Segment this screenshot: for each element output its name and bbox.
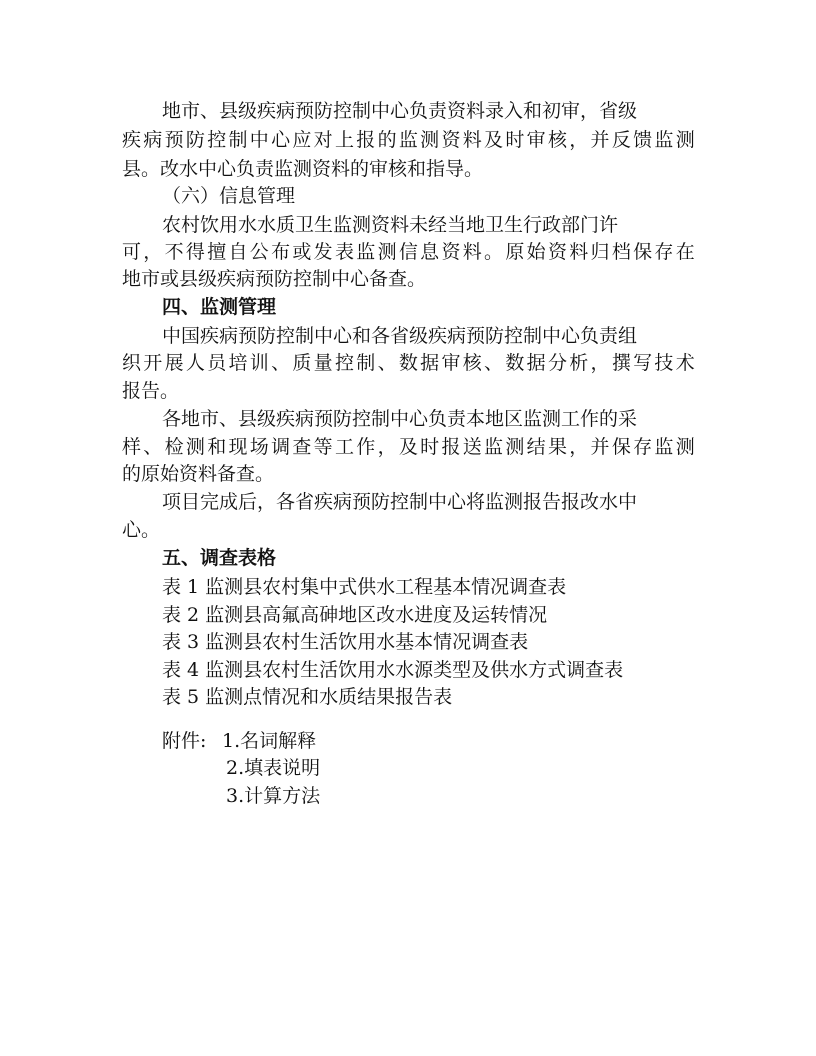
paragraph-1-line-1: 地市、县级疾病预防控制中心负责资料录入和初审，省级 <box>162 100 638 122</box>
appendix-item-1: 1.名词解释 <box>222 730 317 752</box>
paragraph-2-line-3: 地市或县级疾病预防控制中心备查。 <box>122 268 427 290</box>
table-list-item-1: 表 1 监测县农村集中式供水工程基本情况调查表 <box>162 576 567 598</box>
paragraph-4-line-2: 样 、 检 测 和 现 场 调 查 等 工 作 ， 及 时 报 送 监 测 结 果 ， 并 保 存 监 测 <box>122 436 695 458</box>
section-heading-monitoring-management: 四、监测管理 <box>162 296 277 318</box>
table-list-item-2: 表 2 监测县高氟高砷地区改水进度及运转情况 <box>162 604 548 626</box>
table-list-item-5: 表 5 监测点情况和水质结果报告表 <box>162 686 453 708</box>
paragraph-1-line-2: 疾 病 预 防 控 制 中 心 应 对 上 报 的 监 测 资 料 及 时 审 核 ， 并 反 馈 监 测 <box>122 129 695 151</box>
appendix-item-3: 3.计算方法 <box>226 785 321 807</box>
paragraph-3-line-2: 织 开 展 人 员 培 训 、 质 量 控 制 、 数 据 审 核 、 数 据 分 析 ， 撰 写 技 术 <box>122 352 695 374</box>
paragraph-2-line-2: 可 ， 不 得 擅 自 公 布 或 发 表 监 测 信 息 资 料 。 原 始 资 料 归 档 保 存 在 <box>122 241 695 263</box>
subheading-info-management: （六）信息管理 <box>162 185 296 207</box>
appendix-item-2: 2.填表说明 <box>226 757 321 779</box>
paragraph-1-line-3: 县。改水中心负责监测资料的审核和指导。 <box>122 158 484 180</box>
paragraph-2-line-1: 农村饮用水水质卫生监测资料未经当地卫生行政部门许 <box>162 214 619 236</box>
paragraph-5-line-1: 项目完成后，各省疾病预防控制中心将监测报告报改水中 <box>162 491 638 513</box>
table-list-item-4: 表 4 监测县农村生活饮用水水源类型及供水方式调查表 <box>162 659 624 681</box>
paragraph-5-line-2: 心。 <box>122 519 161 541</box>
appendix-label: 附件: <box>162 730 207 752</box>
table-list-item-3: 表 3 监测县农村生活饮用水基本情况调查表 <box>162 631 529 653</box>
paragraph-4-line-1: 各地市、县级疾病预防控制中心负责本地区监测工作的采 <box>162 408 638 430</box>
section-heading-survey-tables: 五、调查表格 <box>162 547 277 569</box>
paragraph-3-line-1: 中国疾病预防控制中心和各省级疾病预防控制中心负责组 <box>162 325 638 347</box>
paragraph-4-line-3: 的原始资料备查。 <box>122 463 275 485</box>
paragraph-3-line-3: 报告。 <box>122 380 180 402</box>
